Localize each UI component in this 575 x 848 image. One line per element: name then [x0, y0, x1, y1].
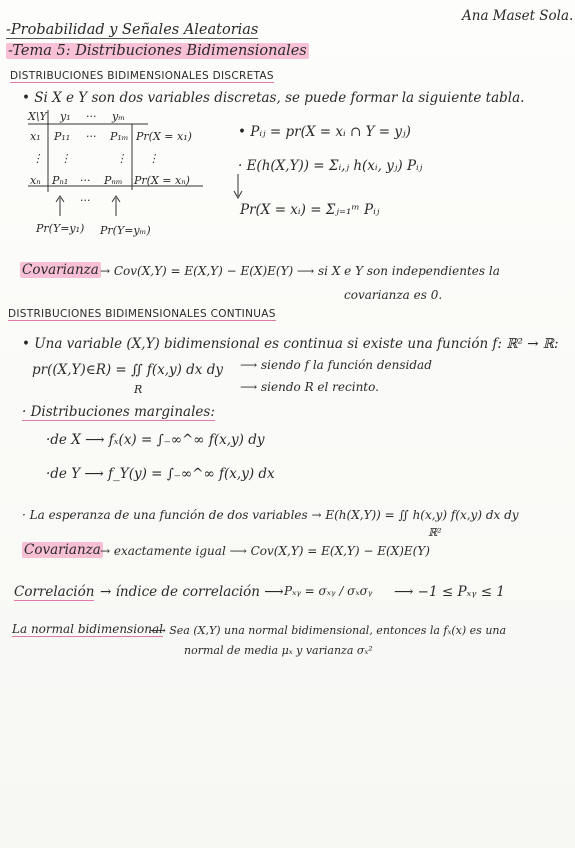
correlation-label-text: Correlación — [14, 584, 95, 600]
table-row-label-1: x₁ — [30, 130, 41, 143]
table-cell-3-2: ··· — [80, 174, 91, 187]
normal-label-text: La normal bidimensional — [12, 622, 164, 636]
table-cell-2-1: ⋮ — [60, 152, 71, 165]
correlation-formula: Pₓᵧ = σₓᵧ / σₓσᵧ — [284, 584, 373, 598]
continuous-heading-text: DISTRIBUCIONES BIDIMENSIONALES CONTINUAS — [8, 308, 276, 320]
topic-title-text: -Tema 5: Distribuciones Bidimensionales — [8, 43, 307, 59]
table-row-label-3: xₙ — [30, 174, 41, 187]
expectation-region: ℝ² — [428, 526, 442, 539]
covariance-continuous-label-text: Covarianza — [24, 542, 101, 558]
table-col-header-3: yₘ — [112, 110, 125, 123]
prob-formula: pr((X,Y)∈R) = ∬ f(x,y) dx dy — [32, 362, 223, 378]
table-cell-3-3: Pₙₘ — [104, 174, 123, 187]
table-marginal-3: Pr(X = xₙ) — [134, 174, 190, 187]
table-cell-1-3: P₁ₘ — [110, 130, 129, 143]
covariance-continuous-label — [22, 542, 103, 558]
discrete-intro: • Si X e Y son dos variables discretas, se puede formar la siguiente tabla. — [22, 90, 525, 106]
marginals-label — [22, 404, 215, 420]
correlation-text: → índice de correlación ⟶ — [100, 584, 284, 600]
covariance-continuous-formula: → exactamente igual ⟶ Cov(X,Y) = E(X,Y) − E(X)E(Y) — [100, 544, 430, 558]
covariance-discrete-label — [20, 262, 101, 278]
table-row-label-2: ⋮ — [32, 152, 43, 165]
marginals-label-text: · Distribuciones marginales: — [22, 404, 215, 420]
table-col-header-1: y₁ — [60, 110, 71, 123]
marginal-y-formula: ·de Y ⟶ f_Y(y) = ∫₋∞^∞ f(x,y) dx — [46, 466, 275, 482]
author-name: Ana Maset Sola. — [462, 8, 574, 24]
correlation-label — [14, 584, 94, 600]
table-corner: X\Y — [28, 110, 47, 123]
continuous-heading — [8, 308, 276, 320]
formula-expectation-discrete: · E(h(X,Y)) = Σᵢ,ⱼ h(xᵢ, yⱼ) Pᵢⱼ — [238, 158, 423, 174]
prob-note-density: ⟶ siendo f la función densidad — [240, 358, 432, 372]
table-cell-2-3: ⋮ — [116, 152, 127, 165]
table-marginal-2: ⋮ — [148, 152, 159, 165]
covariance-discrete-tail: covarianza es 0. — [344, 288, 443, 302]
continuous-intro: • Una variable (X,Y) bidimensional es continua si existe una función f: ℝ² → ℝ: — [22, 336, 559, 352]
course-title-text: -Probabilidad y Señales Aleatorias — [6, 22, 259, 38]
prob-note-region: ⟶ siendo R el recinto. — [240, 380, 379, 394]
marginal-ym: Pr(Y=yₘ) — [100, 224, 151, 237]
table-marginal-1: Pr(X = x₁) — [136, 130, 192, 143]
covariance-discrete-formula: → Cov(X,Y) = E(X,Y) − E(X)E(Y) ⟶ si X e Y son independientes la — [100, 264, 500, 278]
normal-text-1: ⟶ Sea (X,Y) una normal bidimensional, entonces la fₓ(x) es una — [150, 624, 507, 637]
correlation-range: ⟶ −1 ≤ Pₓᵧ ≤ 1 — [394, 584, 505, 600]
formula-pij: • Pᵢⱼ = pr(X = xᵢ ∩ Y = yⱼ) — [238, 124, 411, 140]
expectation-continuous: · La esperanza de una función de dos variables → E(h(X,Y)) = ∬ h(x,y) f(x,y) dx dy — [22, 508, 519, 522]
table-cell-1-2: ··· — [86, 130, 97, 143]
marginal-x-formula: ·de X ⟶ fₓ(x) = ∫₋∞^∞ f(x,y) dy — [46, 432, 265, 448]
table-bottom-dots: ··· — [80, 194, 91, 207]
normal-text-2: normal de media μₓ y varianza σₓ² — [184, 644, 373, 657]
table-cell-3-1: Pₙ₁ — [52, 174, 69, 187]
discrete-heading-text: DISTRIBUCIONES BIDIMENSIONALES DISCRETAS — [10, 70, 274, 82]
table-cell-1-1: P₁₁ — [54, 130, 71, 143]
prob-region: R — [134, 383, 143, 396]
formula-marginal-discrete: Pr(X = xᵢ) = Σⱼ₌₁ᵐ Pᵢⱼ — [240, 202, 380, 218]
covariance-discrete-label-text: Covarianza — [22, 262, 99, 278]
table-col-header-2: ··· — [86, 110, 97, 123]
marginal-y1: Pr(Y=y₁) — [36, 222, 85, 235]
normal-label — [12, 622, 163, 636]
